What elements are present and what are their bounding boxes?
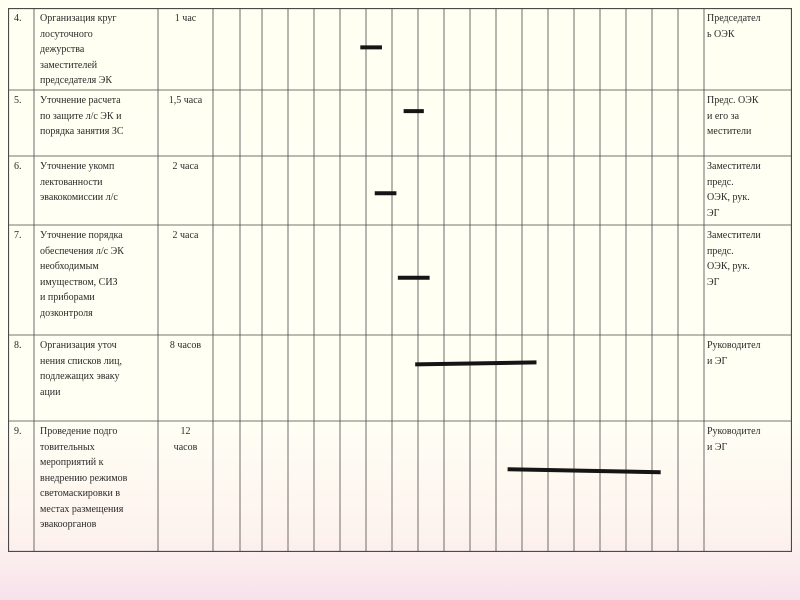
activity-text-line: лектованности [40,176,103,188]
duration-text-line: 8 часов [169,340,202,351]
gantt-bar-row-9 [508,469,661,472]
responsible-text-line: ОЭК, рук. [707,261,750,272]
activity-text-line: светомаскировки в [40,488,121,499]
activity-text-line: порядка занятия ЗС [40,126,124,137]
timeline-bars [360,47,660,472]
responsible-text-line: предс. [707,245,734,257]
duration-text-line: 2 часа [172,230,199,241]
activity-text-line: эвакоорганов [40,519,97,530]
activity-text-line: дежурства [40,44,85,55]
duration-text-line: 1,5 часа [168,95,203,106]
activity-text-line: лосуточного [40,28,93,40]
activity-text-line: Организация уточ [40,340,117,351]
activity-text-line: Уточнение порядка [40,230,123,241]
duration-text-line: часов [173,441,198,453]
responsible-text-line: ь ОЭК [707,28,735,40]
activity-text-line: нения списков лиц, [40,355,122,367]
responsible-text-line: Заместители [707,230,761,241]
activity-text-line: и приборами [40,292,95,303]
row-number: 9. [14,426,22,437]
row-number: 8. [14,340,22,351]
activity-text-line: по защите л/с ЭК и [40,110,122,122]
activity-text-line: подлежащих эваку [40,371,120,382]
gantt-bar-row-8 [415,362,536,364]
responsible-text-line: Предс. ОЭК [707,95,759,106]
responsible-text-line: ЭГ [707,276,720,288]
activity-text-line: имуществом, СИЗ [40,276,118,288]
activity-text-line: Проведение подго [40,426,118,437]
activity-text-line: Организация круг [40,13,117,24]
responsible-text-line: Руководител [707,426,761,437]
activity-text-line: Уточнение расчета [40,95,121,106]
row-number: 6. [14,161,22,172]
row-number: 4. [14,13,22,24]
activity-text-line: дозконтроля [40,307,93,319]
activity-text-line: председателя ЭК [40,75,113,86]
responsible-text-line: предс. [707,176,734,188]
responsible-text-line: Руководител [707,340,761,351]
responsible-text-line: ЭГ [707,207,720,219]
responsible-text-line: и ЭГ [707,441,728,453]
responsible-text-line: ОЭК, рук. [707,192,750,203]
activity-text-line: эвакокомиссии л/с [40,192,118,203]
responsible-text-line: и его за [707,110,740,122]
activity-text-line: внедрению режимов [40,472,128,484]
activity-text-line: товительных [40,441,95,453]
activity-text-line: ации [40,386,61,398]
activity-text-line: заместителей [40,59,98,71]
activity-text-line: обеспечения л/с ЭК [40,245,124,257]
duration-text-line: 12 [180,426,191,437]
responsible-text-line: Заместители [707,161,761,172]
row-number: 5. [14,95,22,106]
activity-text-line: мероприятий к [40,457,104,468]
responsible-text-line: местители [707,126,752,137]
activity-text-line: Уточнение укомп [40,161,115,172]
activity-text-line: местах размещения [40,503,124,515]
duration-text-line: 2 часа [172,161,199,172]
activity-text-line: необходимым [40,261,99,272]
row-number: 7. [14,230,22,241]
responsible-text-line: Председател [707,13,761,24]
responsible-text-line: и ЭГ [707,355,728,367]
duration-text-line: 1 час [174,13,197,24]
